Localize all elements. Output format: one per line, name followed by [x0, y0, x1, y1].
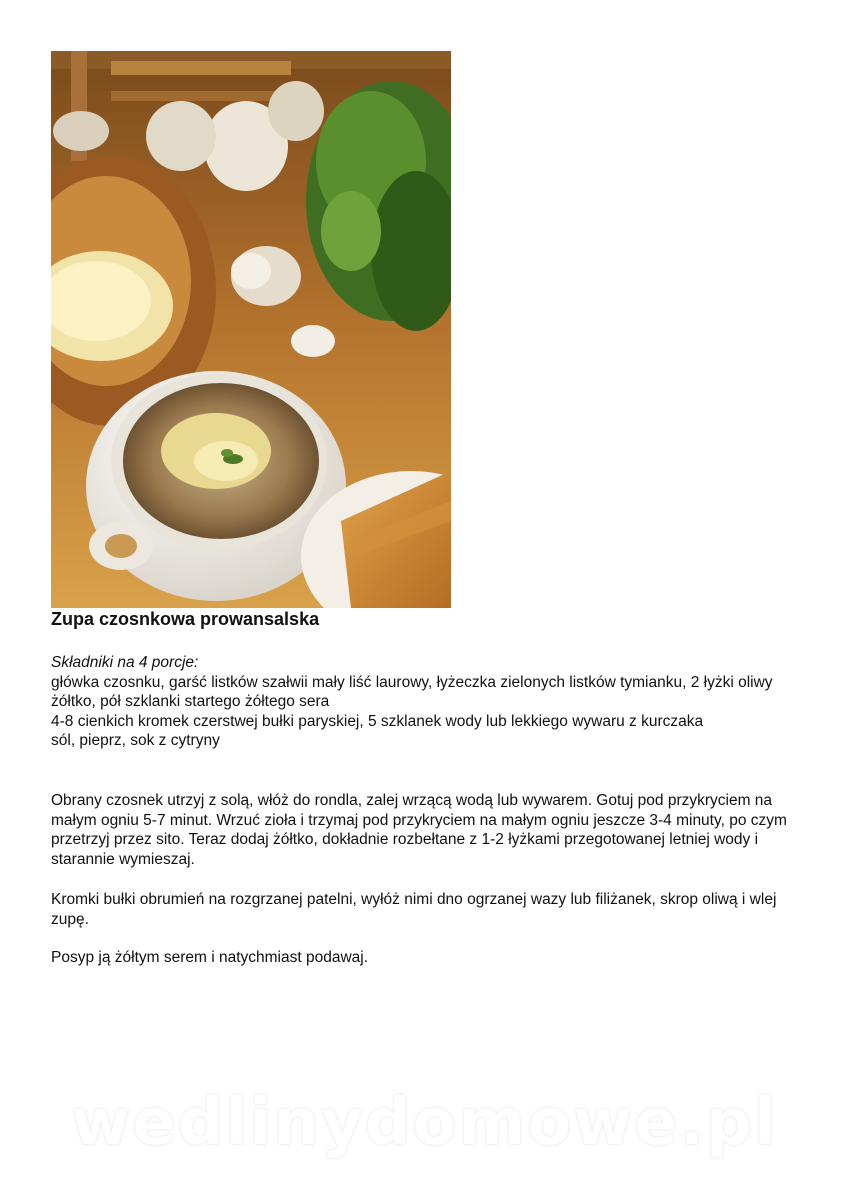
ingredients-section	[51, 653, 791, 751]
ingredients-heading: Składniki na 4 porcje:	[51, 654, 199, 671]
recipe-photo	[51, 51, 451, 608]
instruction-paragraph: Posyp ją żółtym serem i natychmiast podawaj.	[51, 949, 369, 966]
site-watermark: wedlinydomowe.pl	[71, 1086, 778, 1160]
ingredient-line: 4-8 cienkich kromek czerstwej bułki paryskiej, 5 szklanek wody lub lekkiego wywaru z kurczaka	[51, 712, 704, 730]
ingredient-line: główka czosnku, garść listków szałwii mały liść laurowy, łyżeczka zielonych listków tymianku, 2 łyżki oliwy	[51, 673, 773, 691]
ingredient-line: żółtko, pół szklanki startego żółtego sera	[51, 693, 330, 710]
garlic-soup-image	[51, 51, 451, 608]
recipe-title: Zupa czosnkowa prowansalska	[51, 609, 320, 629]
instruction-paragraph: Obrany czosnek utrzyj z solą, włóż do rondla, zalej wrzącą wodą lub wywarem. Gotuj pod przykryciem na małym ogniu 5-7 minut. Wrzuć zioła i trzymaj pod przykryciem na małym ogniu jeszcze 3-4 minuty, po czym przetrzyj przez sito. Teraz dodaj żółtko, dokładnie rozbełtane z 1-2 łyżkami przegotowanej letniej wody i starannie wymieszaj.	[51, 792, 787, 868]
ingredient-line: sól, pieprz, sok z cytryny	[51, 732, 220, 749]
instruction-paragraph: Kromki bułki obrumień na rozgrzanej patelni, wyłóż nimi dno ogrzanej wazy lub filiżanek, skrop oliwą i wlej zupę.	[51, 891, 777, 928]
